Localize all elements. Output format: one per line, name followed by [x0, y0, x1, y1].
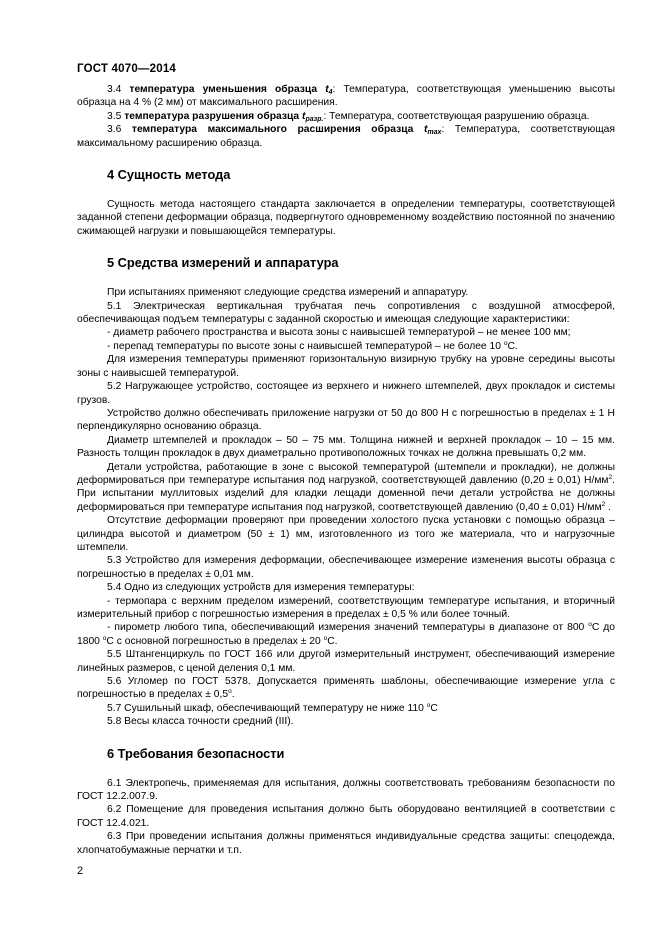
definition-text: : Температура, соответствующая разрушению образца. [323, 110, 590, 122]
page-number: 2 [77, 865, 84, 877]
degree-sign: o [503, 339, 508, 347]
degree-sign: о [228, 688, 232, 696]
clause-5-1: 5.1 Электрическая вертикальная трубчатая печь сопротивления с воздушной атмосферой, обеспечивающая подъем температуры с заданной скоростью и имеющая следующие характеристики: [77, 300, 615, 326]
text-part: - пирометр любого типа, обеспечивающий измерения значений температуры в диапазоне от 800 [107, 622, 589, 634]
text-part: - перепад температуры по высоте зоны с наивысшей температурой – не более 10 [107, 340, 504, 352]
clause-5-2: 5.2 Нагружающее устройство, состоящее из верхнего и нижнего штемпелей, двух прокладок и системы грузов. [77, 381, 615, 406]
clause-number: 3.5 [107, 110, 122, 122]
clause-number: 3.6 [107, 124, 122, 136]
term: температура уменьшения образца [129, 84, 318, 95]
list-item: - диаметр рабочего пространства и высота зоны с наивысшей температурой – не менее 100 мм; [107, 327, 571, 339]
text-part: С до 1800 [77, 622, 615, 647]
definition-3-5 [77, 110, 615, 123]
symbol-letter: t [423, 124, 428, 136]
symbol-letter: t [302, 110, 306, 122]
clause-5-5: 5.5 Штангенциркуль по ГОСТ 166 или другой измерительный инструмент, обеспечивающий измерение линейных размеров, с ценой деления 0,1 мм. [77, 649, 615, 674]
text-part: 5.6 Угломер по ГОСТ 5378. Допускается применять шаблоны, обеспечивающие измерение угла с погрешностью в пределах ± 0,5 [77, 676, 615, 701]
section-5-intro: При испытаниях применяют следующие средства измерений и аппаратуру. [107, 287, 469, 299]
page-content [77, 83, 615, 857]
text-part: . При испытании муллитовых изделий для кладки лещади доменной печи детали устройства не должны деформироваться при температуре испытания под нагрузкой, соответствующей давлению (0,40 ± 0,01) Н/мм [77, 474, 615, 513]
symbol-subscript: разр. [305, 115, 324, 123]
degree-sign: о [426, 701, 431, 709]
clause-5-4: 5.4 Одно из следующих устройств для измерения температуры: [107, 582, 415, 594]
symbol-letter: t [325, 84, 329, 95]
symbol [302, 111, 323, 122]
clause-5-8: 5.8 Весы класса точности средний (III). [107, 716, 294, 728]
paragraph [77, 461, 615, 515]
clause-5-3: 5.3 Устройство для измерения деформации, обеспечивающее измерение изменения высоты образца с погрешностью в пределах ± 0,01 мм. [77, 555, 615, 580]
term: температура максимального расширения образца [131, 124, 414, 136]
section-4-title: 4 Сущность метода [107, 167, 231, 183]
definition-text: : Температура, соответствующая уменьшению высоты образца на 4 % (2 мм) от максимального расширения. [77, 84, 615, 109]
text-part: С с основной погрешностью в пределах ± 20 [106, 635, 324, 647]
paragraph: Для измерения температуры применяют горизонтальную визирную трубку на уровне середины высоты зоны с наивысшей температурой. [77, 354, 615, 379]
text-part: Детали устройства, работающие в зоне с высокой температурой (штемпели и прокладки), не должны деформироваться при температуре испытания под нагрузкой, соответствующей давлению (0,20 ± 0,01) Н/мм [77, 461, 615, 486]
paragraph: Диаметр штемпелей и прокладок – 50 – 75 мм. Толщина нижней и верхней прокладок – 10 – 15 мм. Разность толщин прокладок в двух диаметрально противоположных точках не должна превышать 0,2 мм. [77, 434, 615, 460]
degree-sign: о [588, 621, 592, 629]
list-item: - термопара с верхним пределом измерений, соответствующим температуре испытания, и вторичный измерительный прибор с погрешностью измерения в пределах ± 0,5 % или более точный. [77, 595, 615, 620]
clause-6-1: 6.1 Электропечь, применяемая для испытания, должны соответствовать требованиям безопасности по ГОСТ 12.2.007.9. [77, 777, 615, 803]
symbol-subscript: max [427, 129, 442, 137]
paragraph: Отсутствие деформации проверяют при проведении холостого пуска установки с помощью образца – цилиндра высотой и диаметром (50 ± 1) мм, изготовленного из того же материала, что и нагрузочные штемпели. [77, 515, 615, 553]
list-item [77, 340, 615, 353]
clause-6-3: 6.3 При проведении испытания должны применяться индивидуальные средства защиты: спецодежда, хлопчатобумажные перчатки и т.п. [77, 831, 615, 856]
symbol [424, 124, 441, 135]
section-5-title: 5 Средства измерений и аппаратура [107, 255, 339, 271]
definition-3-4 [77, 83, 615, 110]
degree-sign: о [323, 634, 328, 642]
clause-6-2: 6.2 Помещение для проведения испытания должно быть оборудовано вентиляцией в соответствии с ГОСТ 12.4.021. [77, 804, 615, 829]
superscript: 2 [601, 500, 606, 508]
definition-text: : Температура, соответствующая максимальному расширению образца. [77, 124, 615, 149]
definition-3-6 [77, 123, 615, 150]
symbol-subscript: 4 [328, 89, 333, 96]
degree-sign: о [102, 634, 107, 642]
list-item [77, 621, 615, 648]
clause-5-7 [77, 702, 615, 715]
standard-header: ГОСТ 4070—2014 [77, 63, 177, 75]
text-part: 5.7 Сушильный шкаф, обеспечивающий температуру не ниже 110 [107, 702, 427, 714]
term: температура разрушения образца [124, 110, 300, 122]
superscript: 2 [608, 473, 613, 481]
text-part: С. [327, 635, 338, 647]
text-part: С. [507, 340, 518, 352]
clause-5-6 [77, 675, 615, 702]
text-part: С [430, 702, 438, 714]
section-4-paragraph: Сущность метода настоящего стандарта заключается в определении температуры, соответствующей заданной степени деформации образца, подвергнутого одновременному воздействию постоянной по значению сжимающей нагрузки и повышающейся температуры. [77, 199, 615, 237]
paragraph: Устройство должно обеспечивать приложение нагрузки от 50 до 800 Н с погрешностью в пределах ± 1 Н перпендикулярно основанию образца. [77, 407, 615, 433]
text-part: . [605, 501, 611, 513]
text-part: . [231, 689, 235, 701]
symbol [325, 84, 332, 95]
section-6-title: 6 Требования безопасности [107, 745, 285, 761]
clause-number: 3.4 [107, 84, 122, 95]
